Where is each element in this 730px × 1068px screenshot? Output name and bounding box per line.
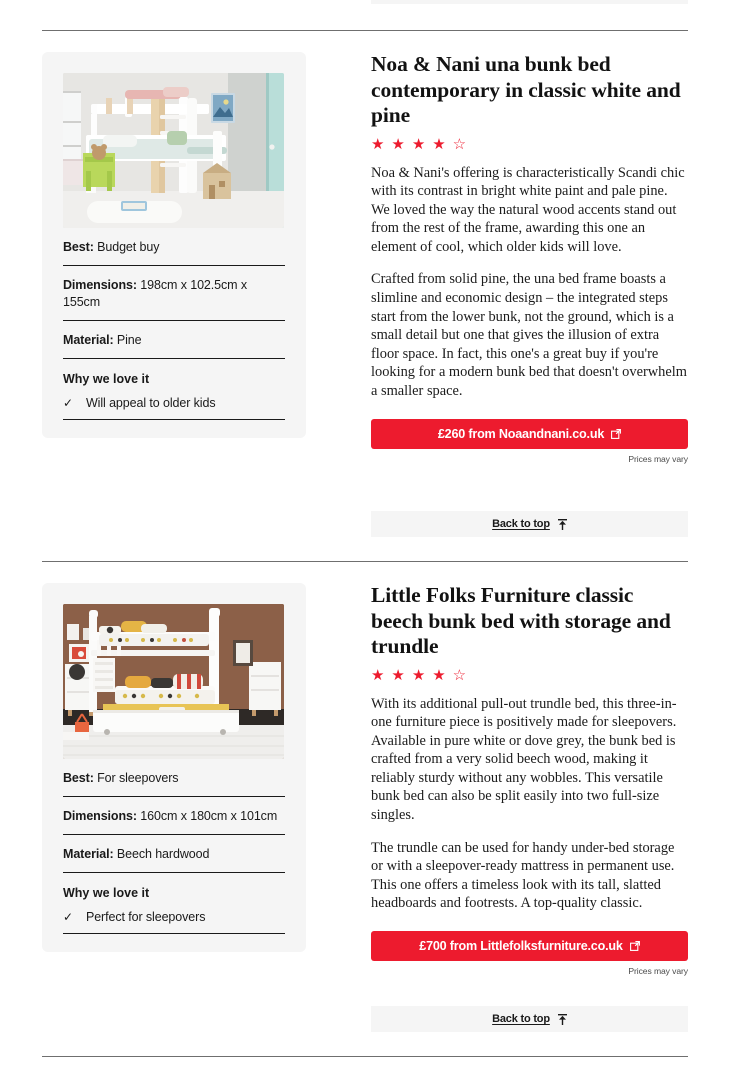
buy-now-button[interactable] [371,419,688,449]
star-rating [371,668,688,684]
spec-value: 198cm x 102.5cm x 155cm [63,277,247,309]
spec-row [63,835,285,873]
section-divider-top [42,30,688,31]
product-detail-column [371,583,688,976]
product-image [63,604,284,759]
star-filled-icon: ★ [411,666,426,684]
why-we-love-it-title: Why we love it [63,371,150,386]
spec-value: Beech hardwood [116,846,210,861]
buy-now-button[interactable] [371,931,688,961]
buy-now-label: £260 from Noaandnani.co.uk [437,426,605,441]
why-we-love-it-title: Why we love it [63,885,150,900]
spec-label: Best: [63,771,94,785]
spec-label: Dimensions: [63,277,137,292]
star-empty-icon: ☆ [452,666,467,684]
check-icon: ✓ [63,395,73,410]
back-to-top-bar[interactable] [371,511,688,537]
list-item-label: Perfect for sleepovers [85,909,206,924]
product-card-column [42,52,306,438]
why-we-love-it-list [63,900,285,934]
arrow-up-to-bar-icon [558,1014,567,1025]
star-filled-icon: ★ [391,135,405,153]
star-filled-icon: ★ [432,135,446,153]
page-title: Little Folks Furniture classic beech bunk bed with storage and trundle [371,583,671,658]
star-empty-icon: ☆ [452,135,467,153]
star-filled-icon: ★ [391,666,405,684]
spec-value: Pine [116,332,142,347]
product-card-column [42,583,306,952]
review-paragraph: With its additional pull-out trundle bed, this three-in-one furniture piece is positively made for sleepovers. Available in pure white or dove grey, the bunk bed is crafted from a very solid beech wood, making it reliably sturdy without any wobbles. This versatile bunk bed can also be split easily into two full-size singles. [371,695,677,824]
star-filled-icon: ★ [432,666,446,684]
spec-label: Dimensions: [63,808,137,823]
product-card [42,583,306,952]
list-item [63,900,285,924]
section-divider-bottom [42,1056,688,1057]
external-link-icon [630,941,640,951]
external-link-icon [611,429,621,439]
spec-value: Budget buy [97,240,160,254]
product-detail-column [371,52,688,464]
spec-label: Best: [63,240,94,254]
star-rating [371,137,688,153]
back-to-top-bar[interactable] [371,1006,688,1032]
why-we-love-it-list [63,386,285,420]
product-card [42,52,306,438]
spec-row [63,797,285,835]
back-to-top-bar-previous[interactable] [371,0,688,4]
spec-value: For sleepovers [97,771,179,785]
spec-row [63,321,285,359]
star-filled-icon: ★ [371,135,385,153]
price-disclaimer: Prices may vary [628,453,688,464]
list-item-label: Will appeal to older kids [85,395,216,410]
back-to-top-label: Back to top [492,518,550,530]
spec-row [63,266,285,321]
page-title: Noa & Nani una bunk bed contemporary in classic white and pine [371,52,681,127]
star-filled-icon: ★ [371,666,385,684]
spec-value: 160cm x 180cm x 101cm [140,808,278,823]
buy-now-label: £700 from Littlefolksfurniture.co.uk [419,939,623,954]
spec-label: Material: [63,332,114,347]
back-to-top-label: Back to top [492,1013,550,1025]
list-item [63,386,285,410]
review-paragraph: The trundle can be used for handy under-bed storage or with a sleepover-ready mattress in permanent use. This one offers a timeless look with its tall, slatted headboards and footrests. A top-quality classic. [371,839,675,912]
product-row [42,52,688,464]
price-disclaimer: Prices may vary [628,966,688,977]
check-icon: ✓ [63,909,73,924]
star-filled-icon: ★ [411,135,426,153]
product-image [63,73,284,228]
product-row [42,583,688,976]
arrow-up-to-bar-icon [558,519,567,530]
spec-row [63,228,285,266]
review-paragraph: Noa & Nani's offering is characteristically Scandi chic with its contrast in bright white paint and pale pine. We loved the way the natural wood accents stand out from the rest of the frame, awarding this one an element of cool, which older kids will love. [371,164,685,255]
review-paragraph: Crafted from solid pine, the una bed frame boasts a slimline and economic design – the integrated steps start from the lower bunk, not the ground, which is a small detail but one that gives the illusion of extra floor space. In fact, this one's a great buy if you're looking for a modern bunk bed that doesn't overwhelm a smaller space. [371,271,687,400]
spec-row [63,759,285,797]
spec-label: Material: [63,846,114,861]
section-divider-middle [42,561,688,562]
